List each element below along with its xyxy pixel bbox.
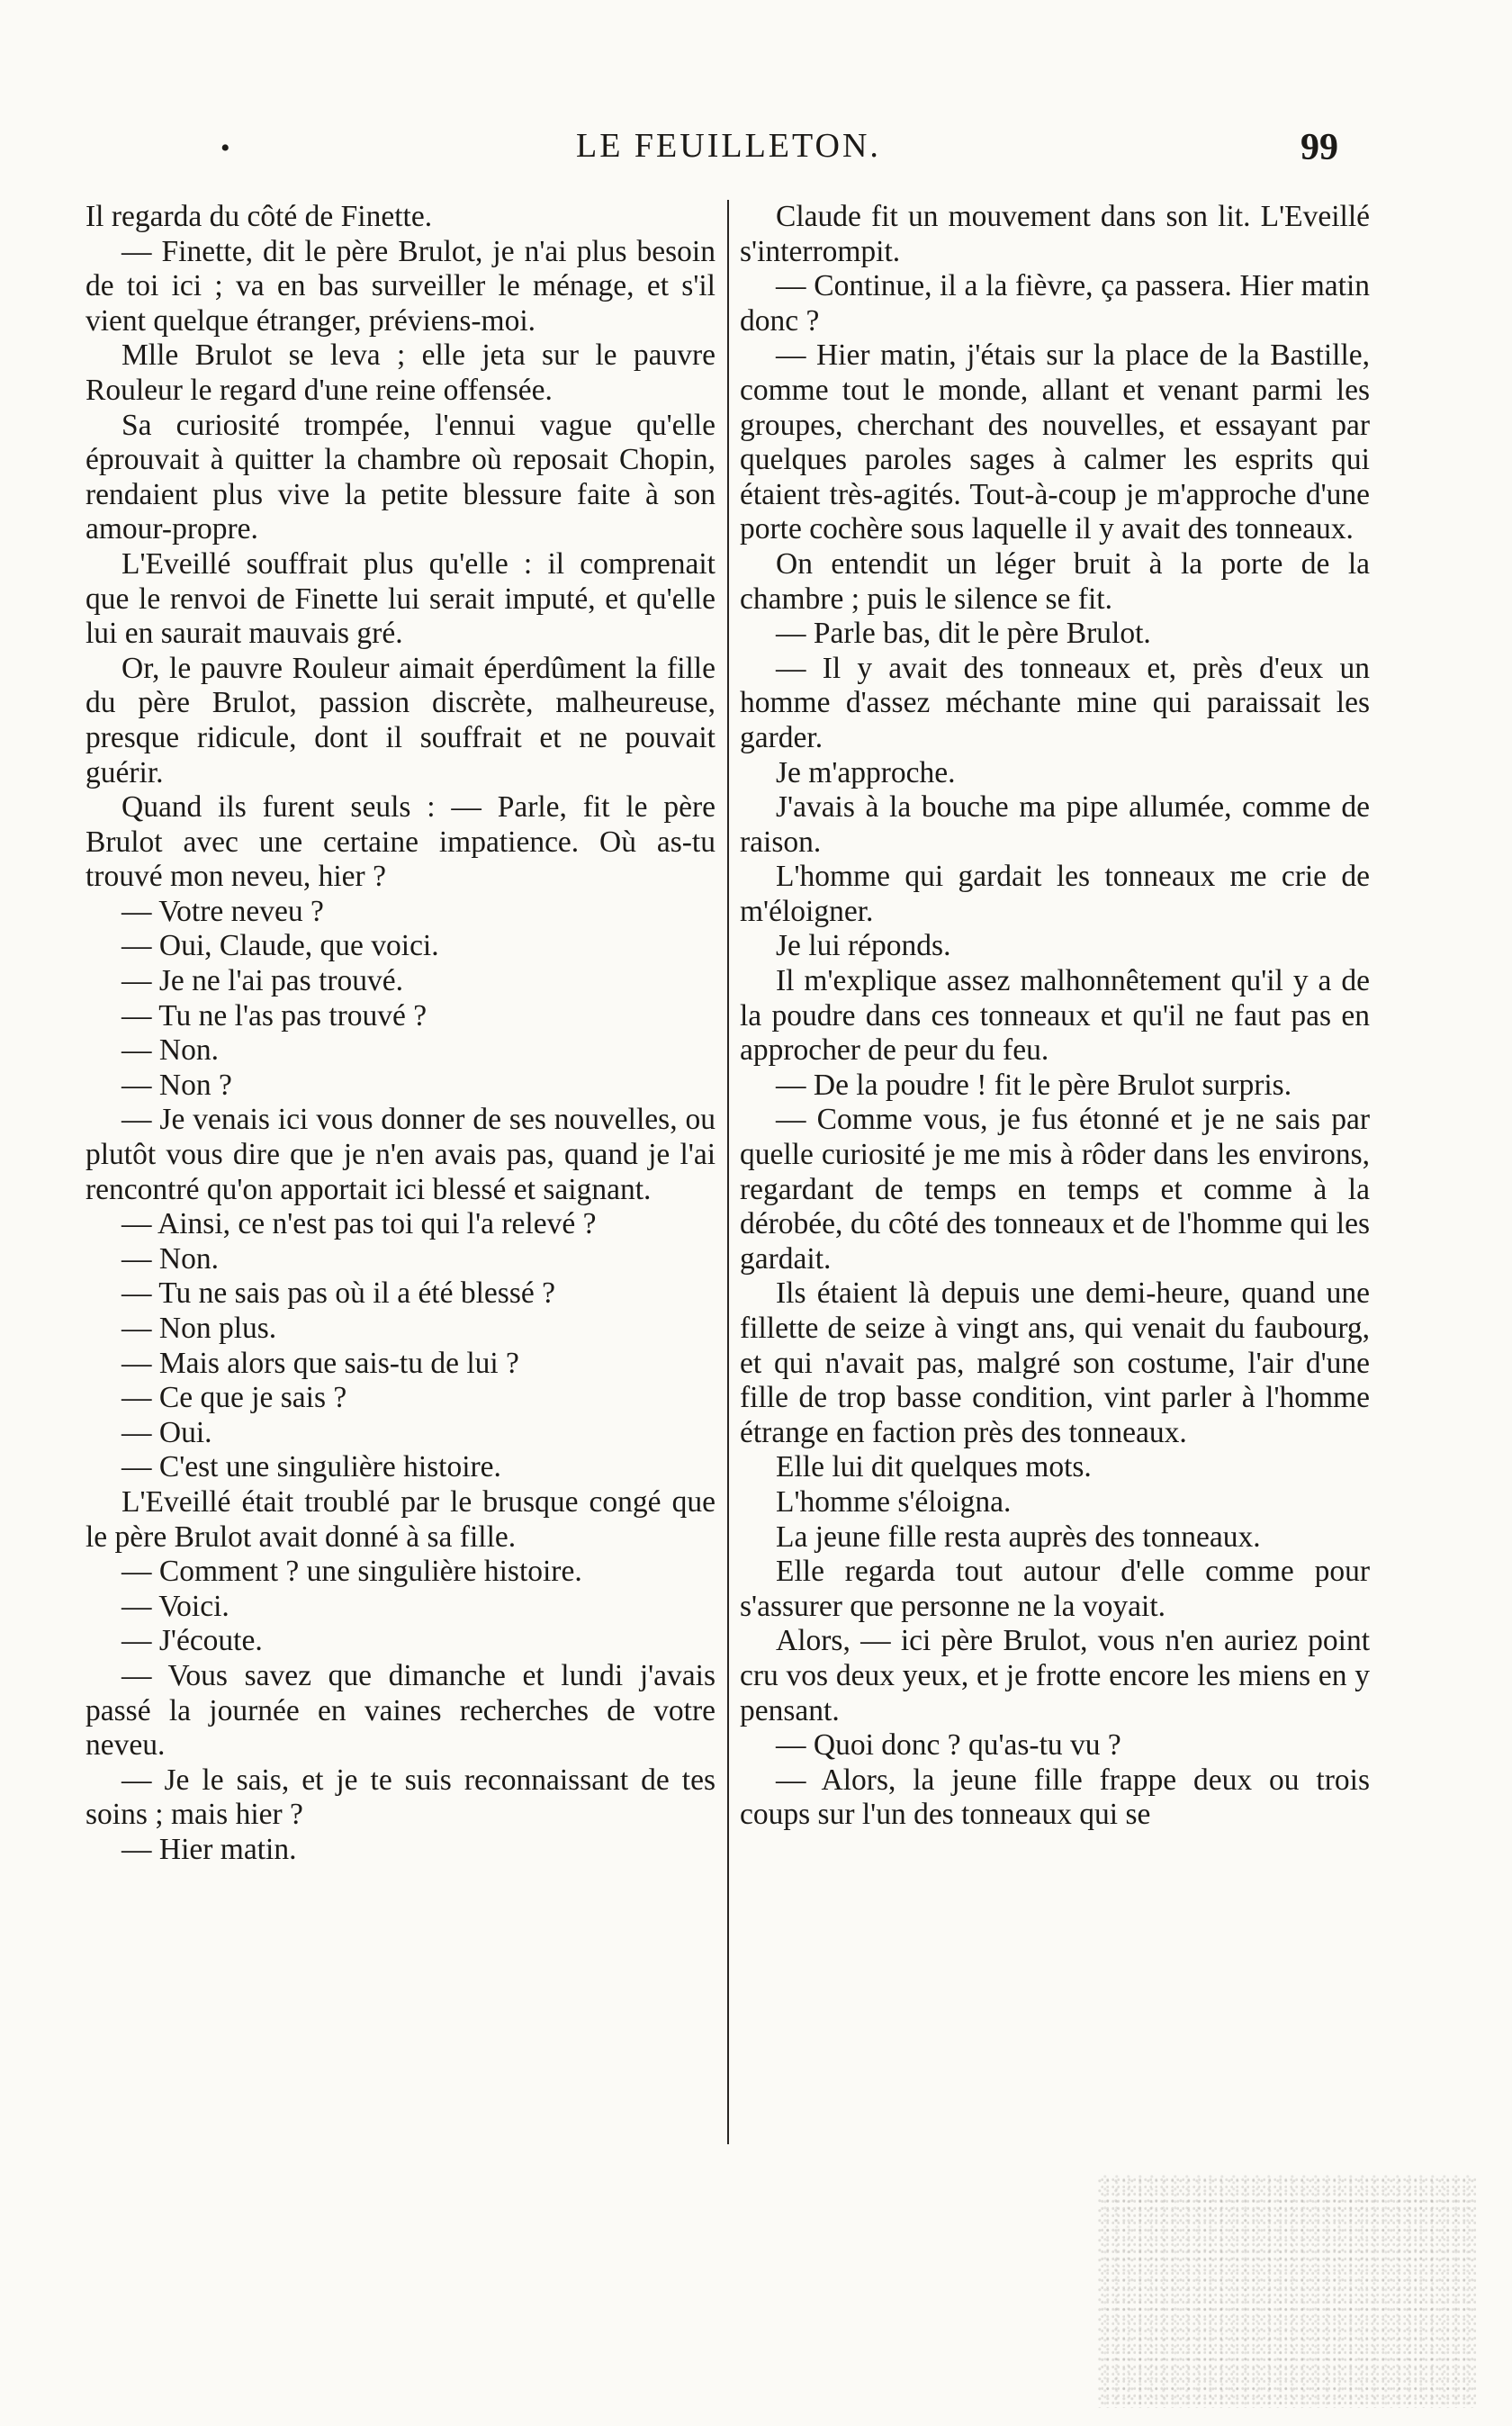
paragraph: — Parle bas, dit le père Brulot. [776, 617, 1151, 651]
paragraph: — De la poudre ! fit le père Brulot surpris. [776, 1068, 1292, 1102]
paragraph: Elle lui dit quelques mots. [776, 1450, 1092, 1484]
paragraph: — Oui, Claude, que voici. [122, 929, 439, 963]
paragraph: — Je ne l'ai pas trouvé. [122, 964, 404, 998]
paragraph: — Ce que je sais ? [122, 1381, 347, 1415]
paragraph: J'avais à la bouche ma pipe allumée, comme de raison. [740, 790, 1370, 859]
paragraph: Or, le pauvre Rouleur aimait éperdûment la fille du père Brulot, passion discrète, malheureuse, presque ridicule, dont il souffrait et ne pouvait guérir. [86, 651, 716, 789]
paragraph: Sa curiosité trompée, l'ennui vague qu'elle éprouvait à quitter la chambre où reposait Chopin, rendaient plus vive la petite blessure faite à son amour-propre. [86, 408, 716, 546]
paragraph: — Non. [122, 1241, 219, 1276]
paragraph: L'Eveillé était troublé par le brusque congé que le père Brulot avait donné à sa fille. [86, 1484, 716, 1554]
paragraph: — Tu ne l'as pas trouvé ? [122, 998, 428, 1033]
page-title: LE FEUILLETON. [576, 127, 881, 165]
paragraph: — C'est une singulière histoire. [122, 1450, 501, 1484]
running-head [0, 126, 1512, 180]
paragraph: — J'écoute. [122, 1624, 263, 1658]
paragraph: Il regarda du côté de Finette. [86, 200, 433, 233]
paragraph: — Comme vous, je fus étonné et je ne sais par quelle curiosité je me mis à rôder dans les environs, regardant de temps en temps et comme à la dérobée, du côté des tonneaux et de l'homme qui les gardait. [740, 1103, 1370, 1276]
paragraph: — Voici. [122, 1589, 230, 1623]
paragraph: L'homme qui gardait les tonneaux me crie de m'éloigner. [740, 860, 1370, 928]
paragraph: — Alors, la jeune fille frappe deux ou trois coups sur l'un des tonneaux qui se [740, 1763, 1370, 1832]
paragraph: — Hier matin, j'étais sur la place de la Bastille, comme tout le monde, allant et venant parmi les groupes, cherchant des nouvelles, et essayant par quelques paroles sages à calmer les esprits qui étaient très-agités. Tout-à-coup je m'approche d'une porte cochère sous laquelle il y avait des tonneaux. [740, 338, 1370, 546]
paragraph: Elle regarda tout autour d'elle comme pour s'assurer que personne ne la voyait. [740, 1555, 1370, 1623]
paragraph: Je m'approche. [776, 755, 956, 789]
right-column [740, 200, 1370, 1833]
paragraph: — Non ? [122, 1068, 232, 1102]
paragraph: — Comment ? une singulière histoire. [122, 1555, 582, 1589]
print-speckle [1098, 2174, 1476, 2408]
paragraph: L'Eveillé souffrait plus qu'elle : il comprenait que le renvoi de Finette lui serait imputé, et qu'elle lui en saurait mauvais gré. [86, 546, 716, 651]
paragraph: — Continue, il a la fièvre, ça passera. Hier matin donc ? [740, 269, 1370, 338]
paragraph: — Vous savez que dimanche et lundi j'avais passé la journée en vaines recherches de votre neveu. [86, 1658, 716, 1763]
paragraph: — Je le sais, et je te suis reconnaissant de tes soins ; mais hier ? [86, 1763, 716, 1832]
paragraph: — Il y avait des tonneaux et, près d'eux un homme d'assez méchante mine qui paraissait les garder. [740, 651, 1370, 754]
paragraph: — Quoi donc ? qu'as-tu vu ? [776, 1728, 1121, 1763]
paragraph: — Finette, dit le père Brulot, je n'ai plus besoin de toi ici ; va en bas surveiller le ménage, et s'il vient quelque étranger, préviens-moi. [86, 234, 716, 338]
paragraph: Claude fit un mouvement dans son lit. L'Eveillé s'interrompit. [740, 200, 1370, 268]
paragraph: — Non plus. [122, 1312, 277, 1345]
column-rule [727, 200, 729, 2144]
page-number: 99 [1300, 127, 1338, 168]
paragraph: — Mais alors que sais-tu de lui ? [122, 1346, 519, 1380]
paragraph: L'homme s'éloigna. [776, 1484, 1012, 1519]
paragraph: Il m'explique assez malhonnêtement qu'il y a de la poudre dans ces tonneaux et qu'il ne faut pas en approcher de peur du feu. [740, 964, 1370, 1068]
paragraph: Alors, — ici père Brulot, vous n'en auriez point cru vos deux yeux, et je frotte encore les miens en y pensant. [740, 1624, 1370, 1727]
paragraph: — Je venais ici vous donner de ses nouvelles, ou plutôt vous dire que je n'en avais pas, quand je l'ai rencontré qu'on apportait ici blessé et saignant. [86, 1103, 716, 1206]
paragraph: On entendit un léger bruit à la porte de la chambre ; puis le silence se fit. [740, 546, 1370, 616]
paragraph: — Hier matin. [122, 1832, 297, 1866]
paragraph: — Ainsi, ce n'est pas toi qui l'a relevé ? [122, 1207, 597, 1241]
header-dot: • [220, 133, 230, 163]
paragraph: Quand ils furent seuls : — Parle, fit le père Brulot avec une certaine impatience. Où as-tu trouvé mon neveu, hier ? [86, 790, 716, 894]
paragraph: Je lui réponds. [776, 929, 951, 963]
paragraph: — Votre neveu ? [122, 894, 324, 928]
paragraph: Mlle Brulot se leva ; elle jeta sur le pauvre Rouleur le regard d'une reine offensée. [86, 338, 716, 407]
paragraph: — Non. [122, 1033, 219, 1068]
paragraph: Ils étaient là depuis une demi-heure, quand une fillette de seize à vingt ans, qui venait du faubourg, et qui n'avait pas, malgré son costume, l'air d'une fille de trop basse condition, vint parler à l'homme étrange en faction près des tonneaux. [740, 1276, 1370, 1449]
left-column [86, 200, 716, 1868]
paragraph: — Tu ne sais pas où il a été blessé ? [122, 1276, 555, 1311]
paragraph: — Oui. [122, 1415, 212, 1449]
paragraph: La jeune fille resta auprès des tonneaux. [776, 1520, 1261, 1554]
